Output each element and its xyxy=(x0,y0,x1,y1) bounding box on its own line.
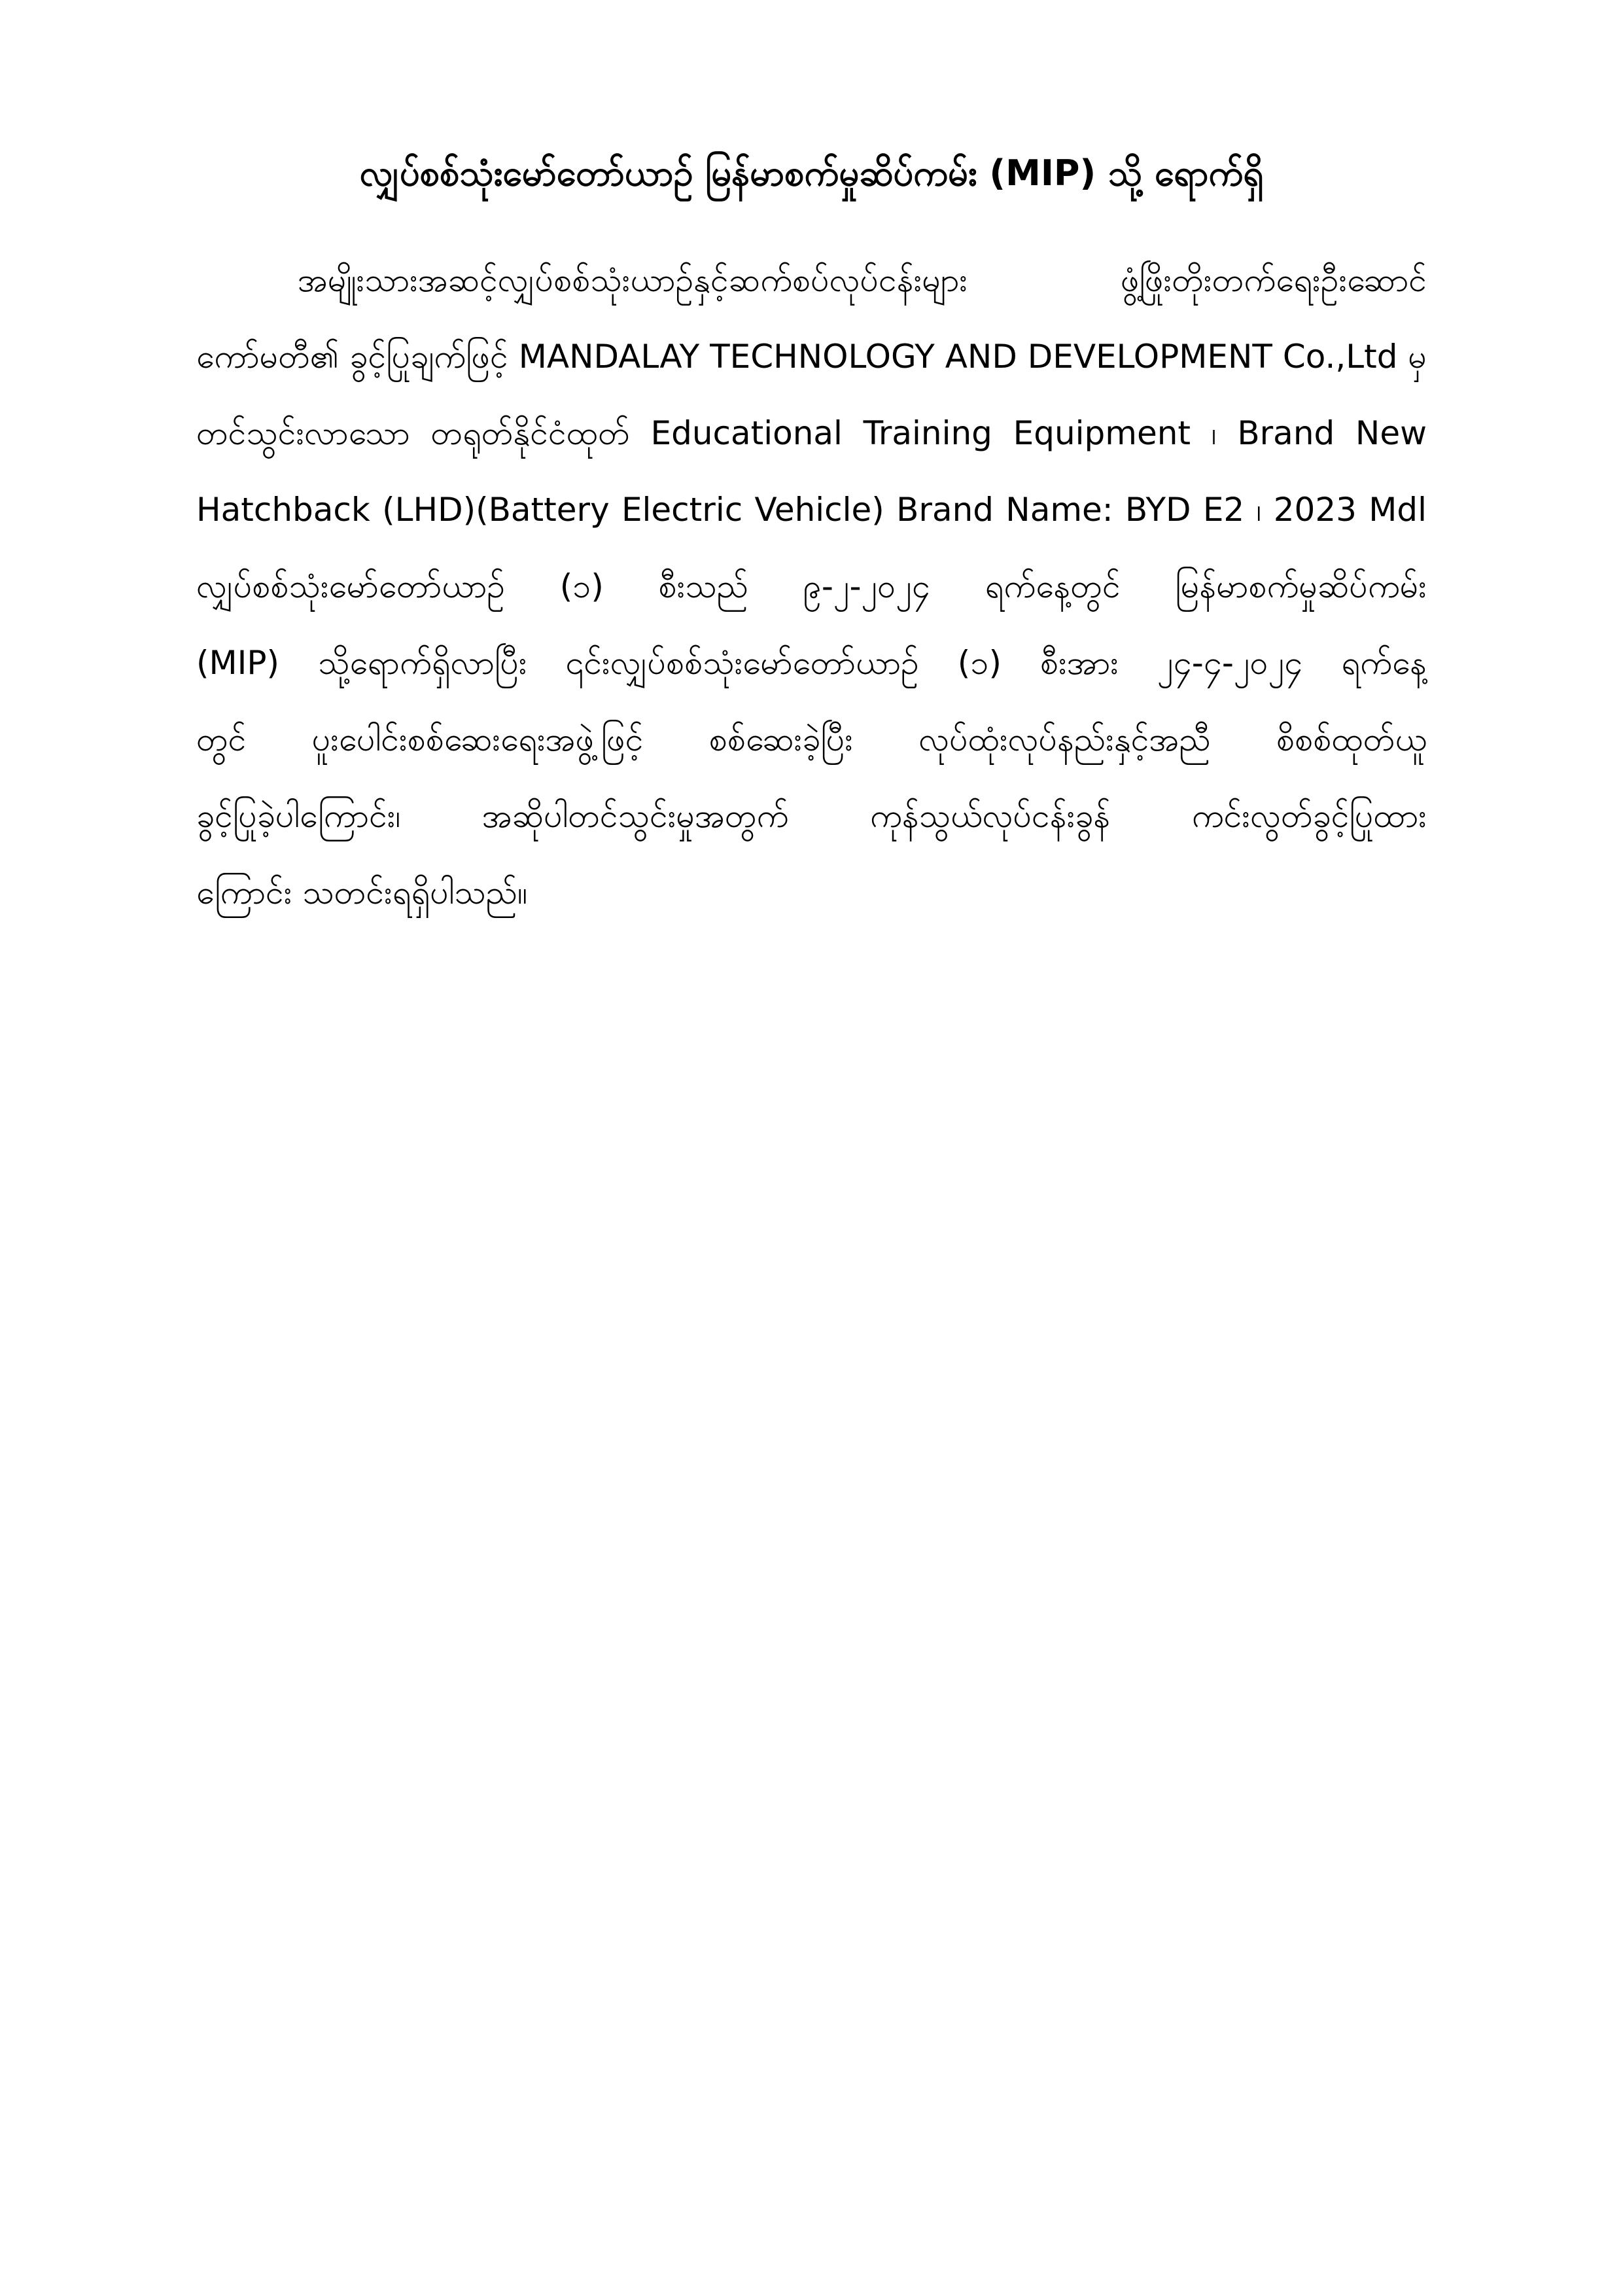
paragraph-line: တွင် ပူးပေါင်းစစ်ဆေးရေးအဖွဲ့ဖြင့် စစ်ဆေးခဲ့ပြီး လုပ်ထုံးလုပ်နည်းနှင့်အညီ စိစစ်ထုတ်ယူ xyxy=(196,720,1427,758)
document-title: လျှပ်စစ်သုံးမော်တော်ယာဉ် မြန်မာစက်မှုဆိပ်ကမ်း (MIP) သို့ ရောက်ရှိ xyxy=(359,152,1264,194)
paragraph-line: အမျိုးသားအဆင့်လျှပ်စစ်သုံးယာဉ်နှင့်ဆက်စပ်လုပ်ငန်းများ ဖွံ့ဖြိုးတိုးတက်ရေးဦးဆောင် xyxy=(298,261,1427,299)
paragraph-line: (MIP) သို့ရောက်ရှိလာပြီး ၎င်းလျှပ်စစ်သုံးမော်တော်ယာဉ် (၁) စီးအား ၂၄-၄-၂၀၂၄ ရက်နေ့ xyxy=(196,644,1427,682)
paragraph-line: ကော်မတီ၏ ခွင့်ပြုချက်ဖြင့် MANDALAY TECHNOLOGY AND DEVELOPMENT Co.,Ltd မှ xyxy=(196,338,1427,376)
paragraph-line: ခွင့်ပြုခဲ့ပါကြောင်း၊ အဆိုပါတင်သွင်းမှုအတွက် ကုန်သွယ်လုပ်ငန်းခွန် ကင်းလွတ်ခွင့်ပြုထား xyxy=(196,797,1427,835)
paragraph-line: ကြောင်း သတင်းရရှိပါသည်။ xyxy=(196,874,528,911)
paragraph-line: လျှပ်စစ်သုံးမော်တော်ယာဉ် (၁) စီးသည် ၉-၂-၂၀၂၄ ရက်နေ့တွင် မြန်မာစက်မှုဆိပ်ကမ်း xyxy=(196,567,1427,605)
news-paragraph xyxy=(196,242,1427,931)
paragraph-line: တင်သွင်းလာသော တရုတ်နိုင်ငံထုတ် Educational Training Equipment ၊ Brand New xyxy=(196,414,1427,452)
paragraph-line: Hatchback (LHD)(Battery Electric Vehicle) Brand Name: BYD E2 ၊ 2023 Mdl xyxy=(196,491,1427,529)
